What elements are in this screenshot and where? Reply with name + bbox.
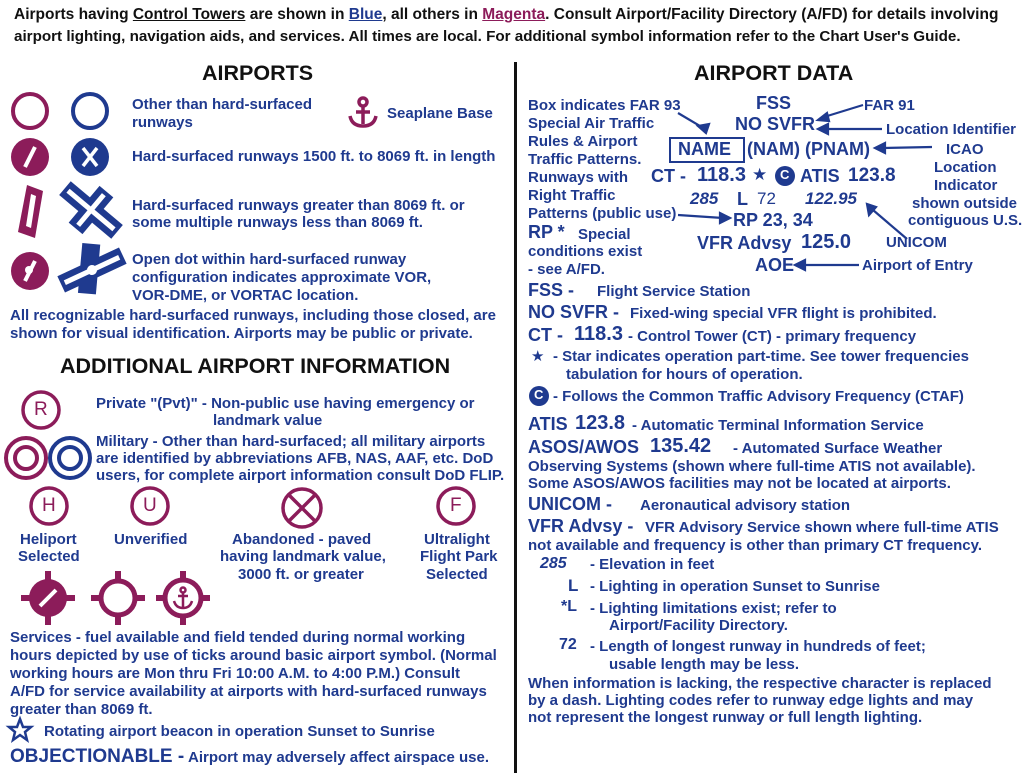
- lighting-limit-desc-2: Airport/Facility Directory.: [609, 617, 788, 634]
- vfr-advsy-desc-2: not available and frequency is other than primary CT frequency.: [528, 537, 982, 554]
- lacking-text-1: When information is lacking, the respective character is replaced: [528, 675, 992, 692]
- runways-text-3: Patterns (public use): [528, 205, 677, 222]
- ct-code: CT -: [528, 325, 563, 345]
- unverified-label: Unverified: [114, 531, 188, 548]
- lighting-limit-code: *L: [561, 598, 577, 615]
- services-text-5: greater than 8069 ft.: [10, 701, 153, 718]
- magenta-text: Magenta: [482, 6, 546, 23]
- icao-label-4: shown outside: [912, 195, 1017, 212]
- fss-desc: Flight Service Station: [597, 283, 751, 300]
- seaplane-anchor-icon: [350, 98, 376, 126]
- box-text-2: Special Air Traffic: [528, 115, 655, 132]
- greater-8069-text-1: Hard-surfaced runways greater than 8069 ft. or: [132, 197, 465, 214]
- services-seaplane-icon: [156, 571, 210, 625]
- icao-label-5: contiguous U.S.: [908, 212, 1023, 229]
- example-lighting: L: [737, 189, 748, 209]
- lacking-text-2: by a dash. Lighting codes refer to runway edge lights and may: [528, 692, 974, 709]
- vor-dot-magenta-icon: [11, 252, 49, 290]
- ultralight-label-1: Ultralight: [424, 531, 490, 548]
- example-elevation: 285: [690, 189, 719, 208]
- intro-line-1: Airports having Control Towers are shown in Blue, all others in Magenta. Consult Airport/Facility Directory (A/FD) for details involving: [14, 6, 999, 23]
- services-circle-icon: [91, 571, 145, 625]
- asos-desc-2: Observing Systems (shown where full-time ATIS not available).: [528, 458, 976, 475]
- additional-info-title: ADDITIONAL AIRPORT INFORMATION: [60, 354, 451, 378]
- lighting-desc: - Lighting in operation Sunset to Sunrise: [590, 578, 880, 595]
- asos-desc: - Automated Surface Weather: [733, 440, 943, 457]
- hard-runway-blue-icon: [71, 138, 109, 176]
- example-c-letter: C: [780, 167, 790, 182]
- abandoned-icon: [283, 489, 321, 527]
- private-r-symbol: R: [34, 399, 48, 420]
- beacon-text: Rotating airport beacon in operation Sunset to Sunrise: [44, 723, 435, 740]
- unverified-u-symbol: U: [143, 495, 157, 516]
- example-aoe: AOE: [755, 255, 795, 275]
- rp-star-label: RP *: [528, 222, 565, 242]
- unicom-label: UNICOM: [886, 234, 947, 251]
- lighting-limit-desc-1: - Lighting limitations exist; refer to: [590, 600, 837, 617]
- ctaf-desc: - Follows the Common Traffic Advisory Frequency (CTAF): [553, 388, 964, 405]
- heliport-h-symbol: H: [42, 495, 56, 516]
- airport-of-entry-label: Airport of Entry: [862, 257, 973, 274]
- abandoned-label-3: 3000 ft. or greater: [238, 566, 364, 583]
- star-code: ★: [531, 348, 545, 365]
- other-than-hard-text-2: runways: [132, 114, 193, 131]
- ct-desc: - Control Tower (CT) - primary frequency: [628, 328, 917, 345]
- example-ct-freq: 118.3: [697, 164, 746, 186]
- example-runway-length: 72: [757, 189, 776, 208]
- example-atis: ATIS: [800, 166, 840, 186]
- example-rp: RP 23, 34: [733, 210, 813, 230]
- example-no-svfr: NO SVFR: [735, 114, 816, 134]
- greater-8069-text-2: some multiple runways less than 8069 ft.: [132, 214, 423, 231]
- example-vfr-freq: 125.0: [801, 231, 852, 253]
- circle-blue-icon: [73, 94, 107, 128]
- runway-length-desc-1: - Length of longest runway in hundreds of feet;: [590, 638, 926, 655]
- example-star: ★: [752, 165, 768, 184]
- blue-text: Blue: [348, 6, 383, 23]
- asos-code: ASOS/AWOS: [528, 437, 640, 457]
- example-vfr-advsy: VFR Advsy: [697, 233, 792, 253]
- c-legend-letter: C: [534, 387, 544, 402]
- military-magenta-icon: [6, 438, 46, 478]
- elevation-desc: - Elevation in feet: [590, 556, 715, 573]
- runway-length-code: 72: [559, 636, 577, 653]
- example-nam-pnam: (NAM) (PNAM): [747, 139, 870, 159]
- asos-desc-3: Some ASOS/AWOS facilities may not be located at airports.: [528, 475, 951, 492]
- private-text-1: Private "(Pvt)" - Non-public use having emergency or: [96, 395, 475, 412]
- intro-line-2: airport lighting, navigation aids, and services. All times are local. For additional symbol information refer to the Chart User's Guide.: [14, 28, 961, 45]
- heliport-label-1: Heliport: [20, 531, 77, 548]
- hard-1500-text: Hard-surfaced runways 1500 ft. to 8069 ft. in length: [132, 148, 496, 165]
- lighting-code: L: [568, 576, 579, 595]
- heliport-label-2: Selected: [18, 548, 80, 565]
- objectionable-desc: Airport may adversely affect airspace use.: [188, 749, 489, 766]
- open-dot-text-2: configuration indicates approximate VOR,: [132, 269, 432, 286]
- far91-label: FAR 91: [864, 97, 915, 114]
- open-dot-text-3: VOR-DME, or VORTAC location.: [132, 287, 359, 304]
- private-text-2: landmark value: [213, 412, 323, 429]
- atis-desc: - Automatic Terminal Information Service: [632, 417, 924, 434]
- all-recognizable-text-2: shown for visual identification. Airports may be public or private.: [10, 325, 473, 342]
- example-unicom-freq: 122.95: [805, 189, 857, 208]
- airports-title: AIRPORTS: [202, 61, 314, 85]
- ct-code-freq: 118.3: [574, 323, 623, 345]
- ultralight-label-2: Flight Park: [420, 548, 498, 565]
- special-text: Special: [578, 226, 631, 243]
- unicom-code: UNICOM -: [528, 494, 612, 514]
- asos-code-freq: 135.42: [650, 435, 712, 457]
- military-text-2: are identified by abbreviations AFB, NAS, AAF, etc. DoD: [96, 450, 494, 467]
- runway-length-desc-2: usable length may be less.: [609, 656, 800, 673]
- military-blue-icon: [50, 438, 90, 478]
- military-text-3: users, for complete airport information consult DoD FLIP.: [96, 467, 505, 484]
- services-text-2: hours depicted by use of ticks around basic airport symbol. (Normal: [10, 647, 497, 664]
- elevation-code: 285: [540, 555, 567, 572]
- other-than-hard-text-1: Other than hard-surfaced: [132, 96, 313, 113]
- abandoned-label-2: having landmark value,: [220, 548, 386, 565]
- multiple-runway-blue-icon: [50, 170, 133, 250]
- services-text-3: working hours are Mon thru Fri 10:00 A.M. to 4:00 P.M.) Consult: [10, 665, 461, 682]
- hard-runway-magenta-icon: [11, 138, 49, 176]
- vfr-advsy-code: VFR Advsy -: [528, 516, 634, 536]
- example-atis-freq: 123.8: [848, 165, 896, 186]
- example-name: NAME: [678, 139, 731, 159]
- box-text-1: Box indicates FAR 93: [528, 97, 681, 114]
- location-identifier-label: Location Identifier: [886, 121, 1017, 138]
- circle-magenta-icon: [13, 94, 47, 128]
- no-svfr-desc: Fixed-wing special VFR flight is prohibited.: [630, 305, 937, 322]
- see-afd-text: - see A/FD.: [528, 261, 605, 278]
- example-fss: FSS: [756, 93, 792, 113]
- fss-code: FSS -: [528, 280, 575, 300]
- control-towers-text: Control Towers: [132, 6, 246, 23]
- vor-dot-blue-icon: [49, 230, 133, 306]
- beacon-star-icon: [9, 719, 31, 740]
- no-svfr-code: NO SVFR -: [528, 302, 620, 322]
- lacking-text-3: not represent the longest runway or full length lighting.: [528, 709, 923, 726]
- all-recognizable-text-1: All recognizable hard-surfaced runways, including those closed, are: [10, 307, 496, 324]
- icao-label-3: Indicator: [934, 177, 998, 194]
- icao-label-1: ICAO: [946, 141, 984, 158]
- runways-text-2: Right Traffic: [528, 187, 616, 204]
- atis-code-freq: 123.8: [575, 412, 626, 434]
- vfr-advsy-desc: VFR Advisory Service shown where full-time ATIS: [645, 519, 999, 536]
- icao-label-2: Location: [934, 159, 997, 176]
- unicom-desc: Aeronautical advisory station: [640, 497, 851, 514]
- atis-code: ATIS: [528, 414, 568, 434]
- services-text-1: Services - fuel available and field tended during normal working: [10, 629, 466, 646]
- services-text-4: A/FD for service availability at airports with hard-surfaced runways: [10, 683, 487, 700]
- objectionable-label: OBJECTIONABLE -: [10, 746, 185, 767]
- star-desc-2: tabulation for hours of operation.: [566, 366, 803, 383]
- runways-text-1: Runways with: [528, 169, 629, 186]
- ultralight-label-3: Selected: [426, 566, 488, 583]
- abandoned-label-1: Abandoned - paved: [232, 531, 372, 548]
- box-text-4: Traffic Patterns.: [528, 151, 642, 168]
- example-ct: CT -: [651, 166, 686, 186]
- open-dot-text-1: Open dot within hard-surfaced runway: [132, 251, 407, 268]
- airport-data-title: AIRPORT DATA: [694, 61, 854, 85]
- box-text-3: Rules & Airport: [528, 133, 638, 150]
- conditions-text: conditions exist: [528, 243, 643, 260]
- military-text-1: Military - Other than hard-surfaced; all military airports: [96, 433, 486, 450]
- long-runway-magenta-icon: [18, 185, 43, 238]
- services-hard-runway-icon: [21, 571, 75, 625]
- seaplane-text: Seaplane Base: [387, 105, 493, 122]
- ultralight-f-symbol: F: [450, 495, 462, 516]
- star-desc-1: - Star indicates operation part-time. See tower frequencies: [553, 348, 969, 365]
